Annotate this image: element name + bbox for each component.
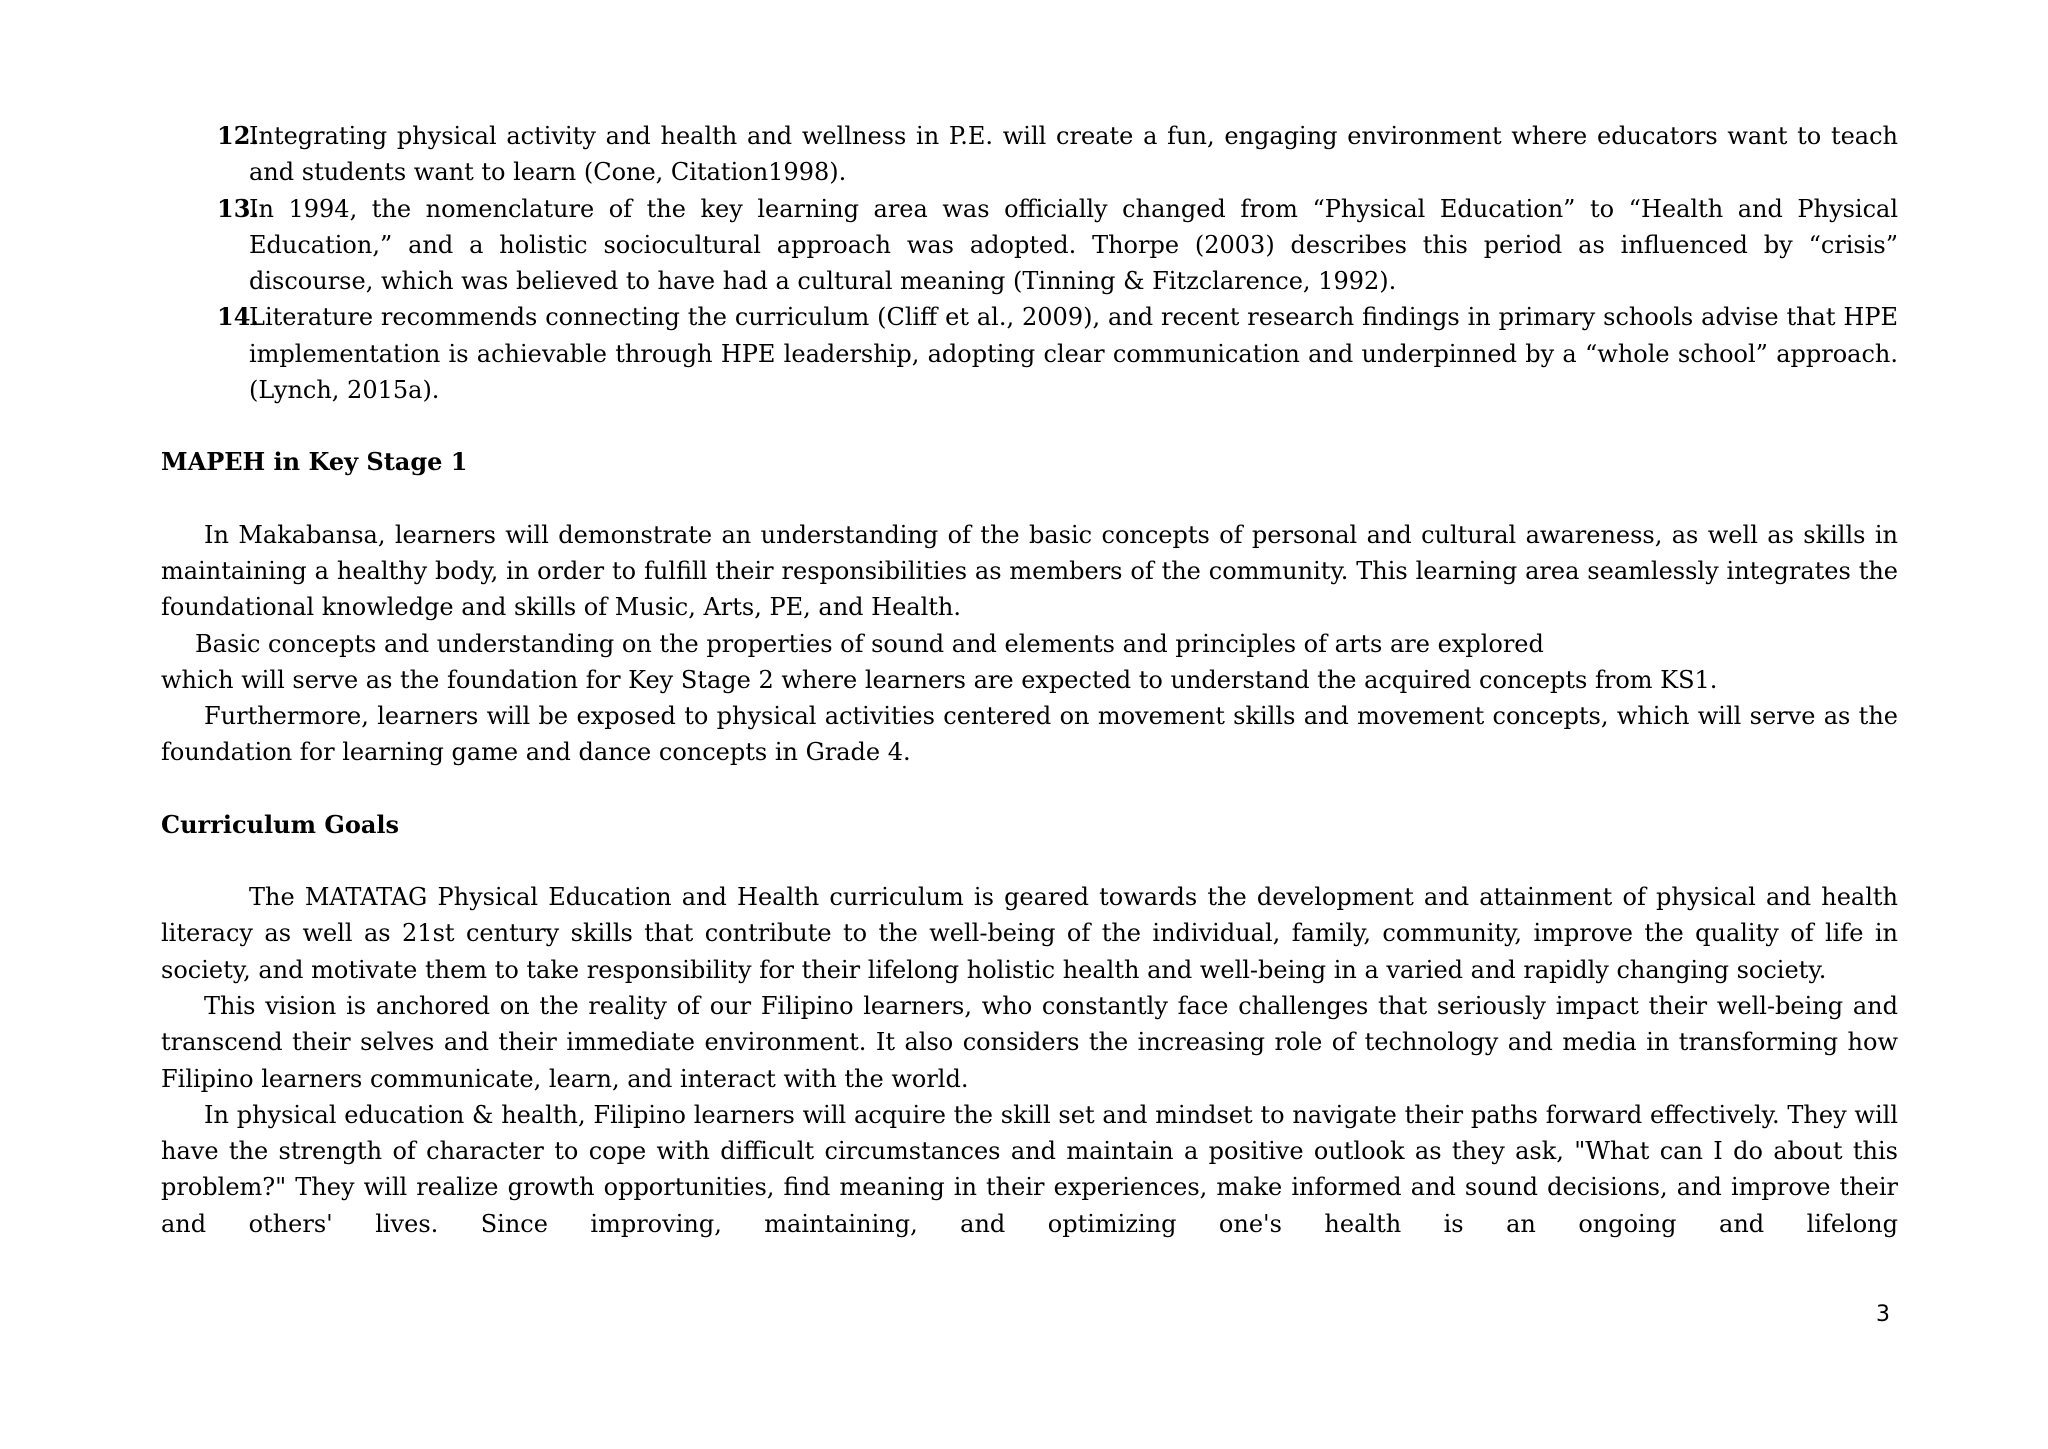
paragraph-basic-concepts-line2: which will serve as the foundation for Key Stage 2 where learners are expected to understand the acquired concepts from KS1.	[161, 665, 1718, 694]
list-item	[161, 191, 1898, 300]
list-item-number: 13.	[217, 193, 259, 223]
list-item-text: Integrating physical activity and health and wellness in P.E. will create a fun, engaging environment where educators want to teach and students want to learn (Cone, Citation1998).	[249, 122, 1898, 187]
paragraph-furthermore: Furthermore, learners will be exposed to physical activities centered on movement skills and movement concepts, which will serve as the foundation for learning game and dance concepts in Grade 4.	[161, 702, 1898, 767]
section-heading-curriculum-goals: Curriculum Goals	[161, 809, 400, 839]
section-heading-mapeh: MAPEH in Key Stage 1	[161, 447, 468, 477]
paragraph-vision: This vision is anchored on the reality of our Filipino learners, who constantly face challenges that seriously impact their well-being and transcend their selves and their immediate environment. It also considers the increasing role of technology and media in transforming how Filipino learners communicate, learn, and interact with the world.	[161, 991, 1898, 1093]
page-number: 3	[1876, 1302, 1890, 1327]
paragraph-physical-education: In physical education & health, Filipino learners will acquire the skill set and mindset to navigate their paths forward effectively. They will have the strength of character to cope with difficult circumstances and maintain a positive outlook as they ask, "What can I do about this problem?" They will realize growth opportunities, find meaning in their experiences, make informed and sound decisions, and improve their and others' lives. Since improving, maintaining, and optimizing one's health is an ongoing and lifelong	[161, 1100, 1898, 1238]
page-content	[161, 118, 1898, 1242]
list-item	[161, 299, 1898, 408]
list-item-text: Literature recommends connecting the curriculum (Cliff et al., 2009), and recent research findings in primary schools advise that HPE implementation is achievable through HPE leadership, adopting clear communication and underpinned by a “whole school” approach. (Lynch, 2015a).	[249, 303, 1898, 405]
numbered-list	[161, 118, 1898, 408]
list-item-number: 14.	[217, 302, 259, 332]
list-item-text: In 1994, the nomenclature of the key learning area was officially changed from “Physical Education” to “Health and Physical Education,” and a holistic sociocultural approach was adopted. Thorpe (2003) describes this period as influenced by “crisis” discourse, which was believed to have had a cultural meaning (Tinning & Fitzclarence, 1992).	[249, 194, 1898, 296]
list-item-number: 12.	[217, 121, 259, 150]
paragraph-matatag: The MATATAG Physical Education and Health curriculum is geared towards the development and attainment of physical and health literacy as well as 21st century skills that contribute to the well-being of the individual, family, community, improve the quality of life in society, and motivate them to take responsibility for their lifelong holistic health and well-being in a varied and rapidly changing society.	[161, 883, 1898, 984]
paragraph-makabansa: In Makabansa, learners will demonstrate an understanding of the basic concepts of personal and cultural awareness, as well as skills in maintaining a healthy body, in order to fulfill their responsibilities as members of the community. This learning area seamlessly integrates the foundational knowledge and skills of Music, Arts, PE, and Health.	[161, 520, 1898, 622]
paragraph-basic-concepts-line1: Basic concepts and understanding on the properties of sound and elements and principles of arts are explored	[195, 629, 1544, 658]
list-item	[161, 118, 1898, 191]
